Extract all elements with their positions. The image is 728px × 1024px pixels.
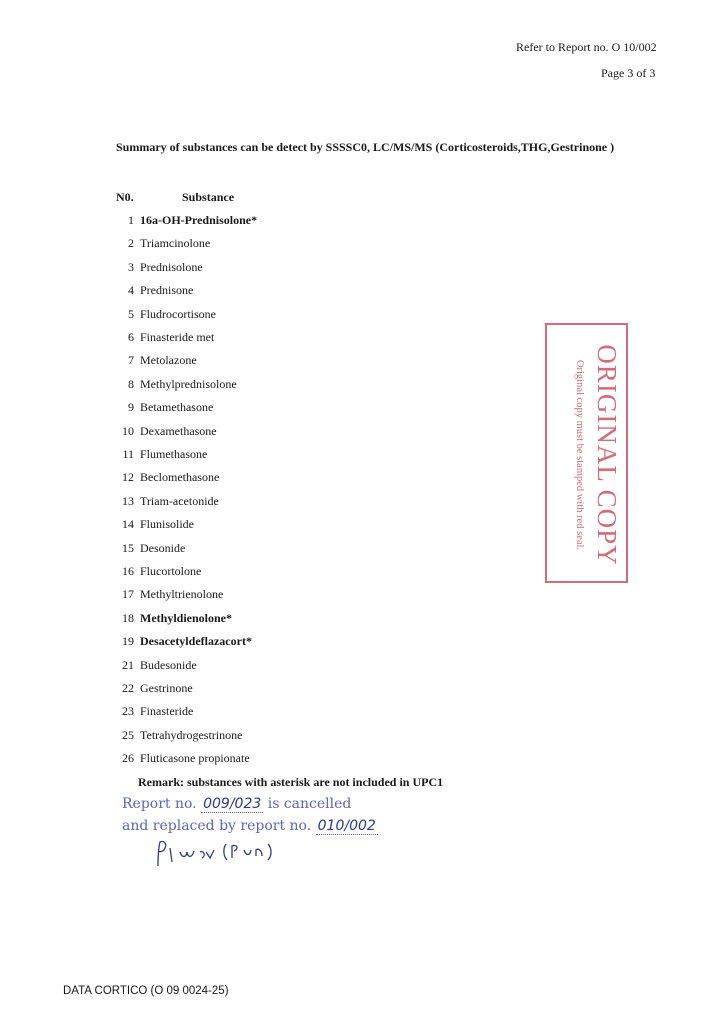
table-row (114, 564, 201, 580)
substance-name: Metolazone (140, 353, 197, 367)
substance-name: Fluticasone propionate (140, 751, 250, 765)
table-row (114, 447, 207, 463)
substance-name: Flunisolide (140, 517, 195, 531)
table-row (114, 283, 193, 299)
row-number: 22 (122, 681, 134, 695)
seal-text: Original copy must be stamped with red seal. (574, 359, 585, 551)
substance-name: Methyldienolone* (140, 611, 232, 625)
row-number: 10 (122, 424, 134, 438)
table-row (114, 751, 250, 767)
row-number: 13 (122, 494, 134, 508)
table-row (114, 213, 257, 229)
table-row (114, 353, 197, 369)
table-row (114, 470, 219, 486)
document-title: Summary of substances can be detect by SSSSC0, LC/MS/MS (Corticosteroids,THG,Gestrinone ) (116, 140, 615, 154)
row-number: 21 (122, 658, 134, 672)
substance-name: Finasteride met (140, 330, 215, 344)
substance-name: Beclomethasone (140, 470, 220, 484)
row-number: 14 (122, 517, 134, 531)
table-row (114, 517, 194, 533)
row-number: 6 (128, 330, 134, 344)
table-row (114, 587, 223, 603)
cancelled-report-number: 009/023 (203, 796, 262, 812)
row-number: 23 (122, 704, 134, 718)
substance-name: Triamcinolone (140, 236, 211, 250)
substance-name: Methyltrienolone (140, 587, 224, 601)
substance-name: Fludrocortisone (140, 307, 216, 321)
replacement-report-number: 010/002 (317, 818, 376, 834)
row-number: 15 (122, 541, 134, 555)
table-row (114, 634, 252, 650)
substance-name: Desacetyldeflazacort* (140, 634, 252, 648)
row-number: 5 (128, 307, 134, 321)
row-number: 12 (122, 470, 134, 484)
table-row (114, 330, 214, 346)
row-number: 3 (128, 260, 134, 274)
page-number: Page 3 of 3 (601, 66, 656, 80)
substance-name: 16a-OH-Prednisolone* (140, 213, 258, 227)
cancel-stamp-line1 (122, 796, 351, 812)
footer-code: DATA CORTICO (O 09 0024-25) (63, 985, 229, 997)
row-number: 25 (122, 728, 134, 742)
original-copy-seal (545, 323, 628, 583)
substance-name: Desonide (140, 541, 186, 555)
substance-name: Budesonide (140, 658, 197, 672)
table-row (114, 400, 213, 416)
table-row (114, 377, 237, 393)
table-row (114, 494, 219, 510)
row-number: 16 (122, 564, 134, 578)
table-row (114, 728, 242, 744)
row-number: 1 (128, 213, 134, 227)
substance-name: Betamethasone (140, 400, 214, 414)
table-row (114, 307, 216, 323)
table-row (114, 704, 193, 720)
seal-title: ORIGINAL COPY (592, 344, 622, 566)
column-header-no: N0. (116, 190, 134, 204)
row-number: 8 (128, 377, 134, 391)
table-row (114, 424, 217, 440)
substance-name: Prednisolone (140, 260, 203, 274)
row-number: 19 (122, 634, 134, 648)
row-number: 2 (128, 236, 134, 250)
substance-name: Triam-acetonide (140, 494, 219, 508)
stamp-prefix-2: and replaced by report no. (122, 818, 312, 834)
substance-name: Gestrinone (140, 681, 193, 695)
handwritten-signature (150, 838, 280, 870)
substance-name: Dexamethasone (140, 424, 217, 438)
substance-name: Finasteride (140, 704, 194, 718)
substance-name: Flucortolone (140, 564, 202, 578)
report-reference: Refer to Report no. O 10/002 (516, 40, 657, 54)
table-row (114, 260, 203, 276)
table-row (114, 236, 210, 252)
remark-note: Remark: substances with asterisk are not included in UPC1 (138, 775, 444, 789)
substance-name: Prednisone (140, 283, 194, 297)
column-header-substance: Substance (182, 190, 235, 204)
stamp-prefix-1: Report no. (122, 796, 197, 812)
table-row (114, 611, 232, 627)
row-number: 26 (122, 751, 134, 765)
substance-name: Flumethasone (140, 447, 208, 461)
table-row (114, 681, 193, 697)
table-row (114, 658, 197, 674)
row-number: 7 (128, 353, 134, 367)
substance-name: Tetrahydrogestrinone (140, 728, 243, 742)
row-number: 9 (128, 400, 134, 414)
row-number: 11 (122, 447, 134, 461)
cancel-stamp-line2 (122, 818, 378, 834)
substance-name: Methylprednisolone (140, 377, 237, 391)
stamp-suffix-1: is cancelled (267, 796, 352, 812)
row-number: 17 (122, 587, 134, 601)
row-number: 4 (128, 283, 134, 297)
row-number: 18 (122, 611, 134, 625)
table-row (114, 541, 185, 557)
